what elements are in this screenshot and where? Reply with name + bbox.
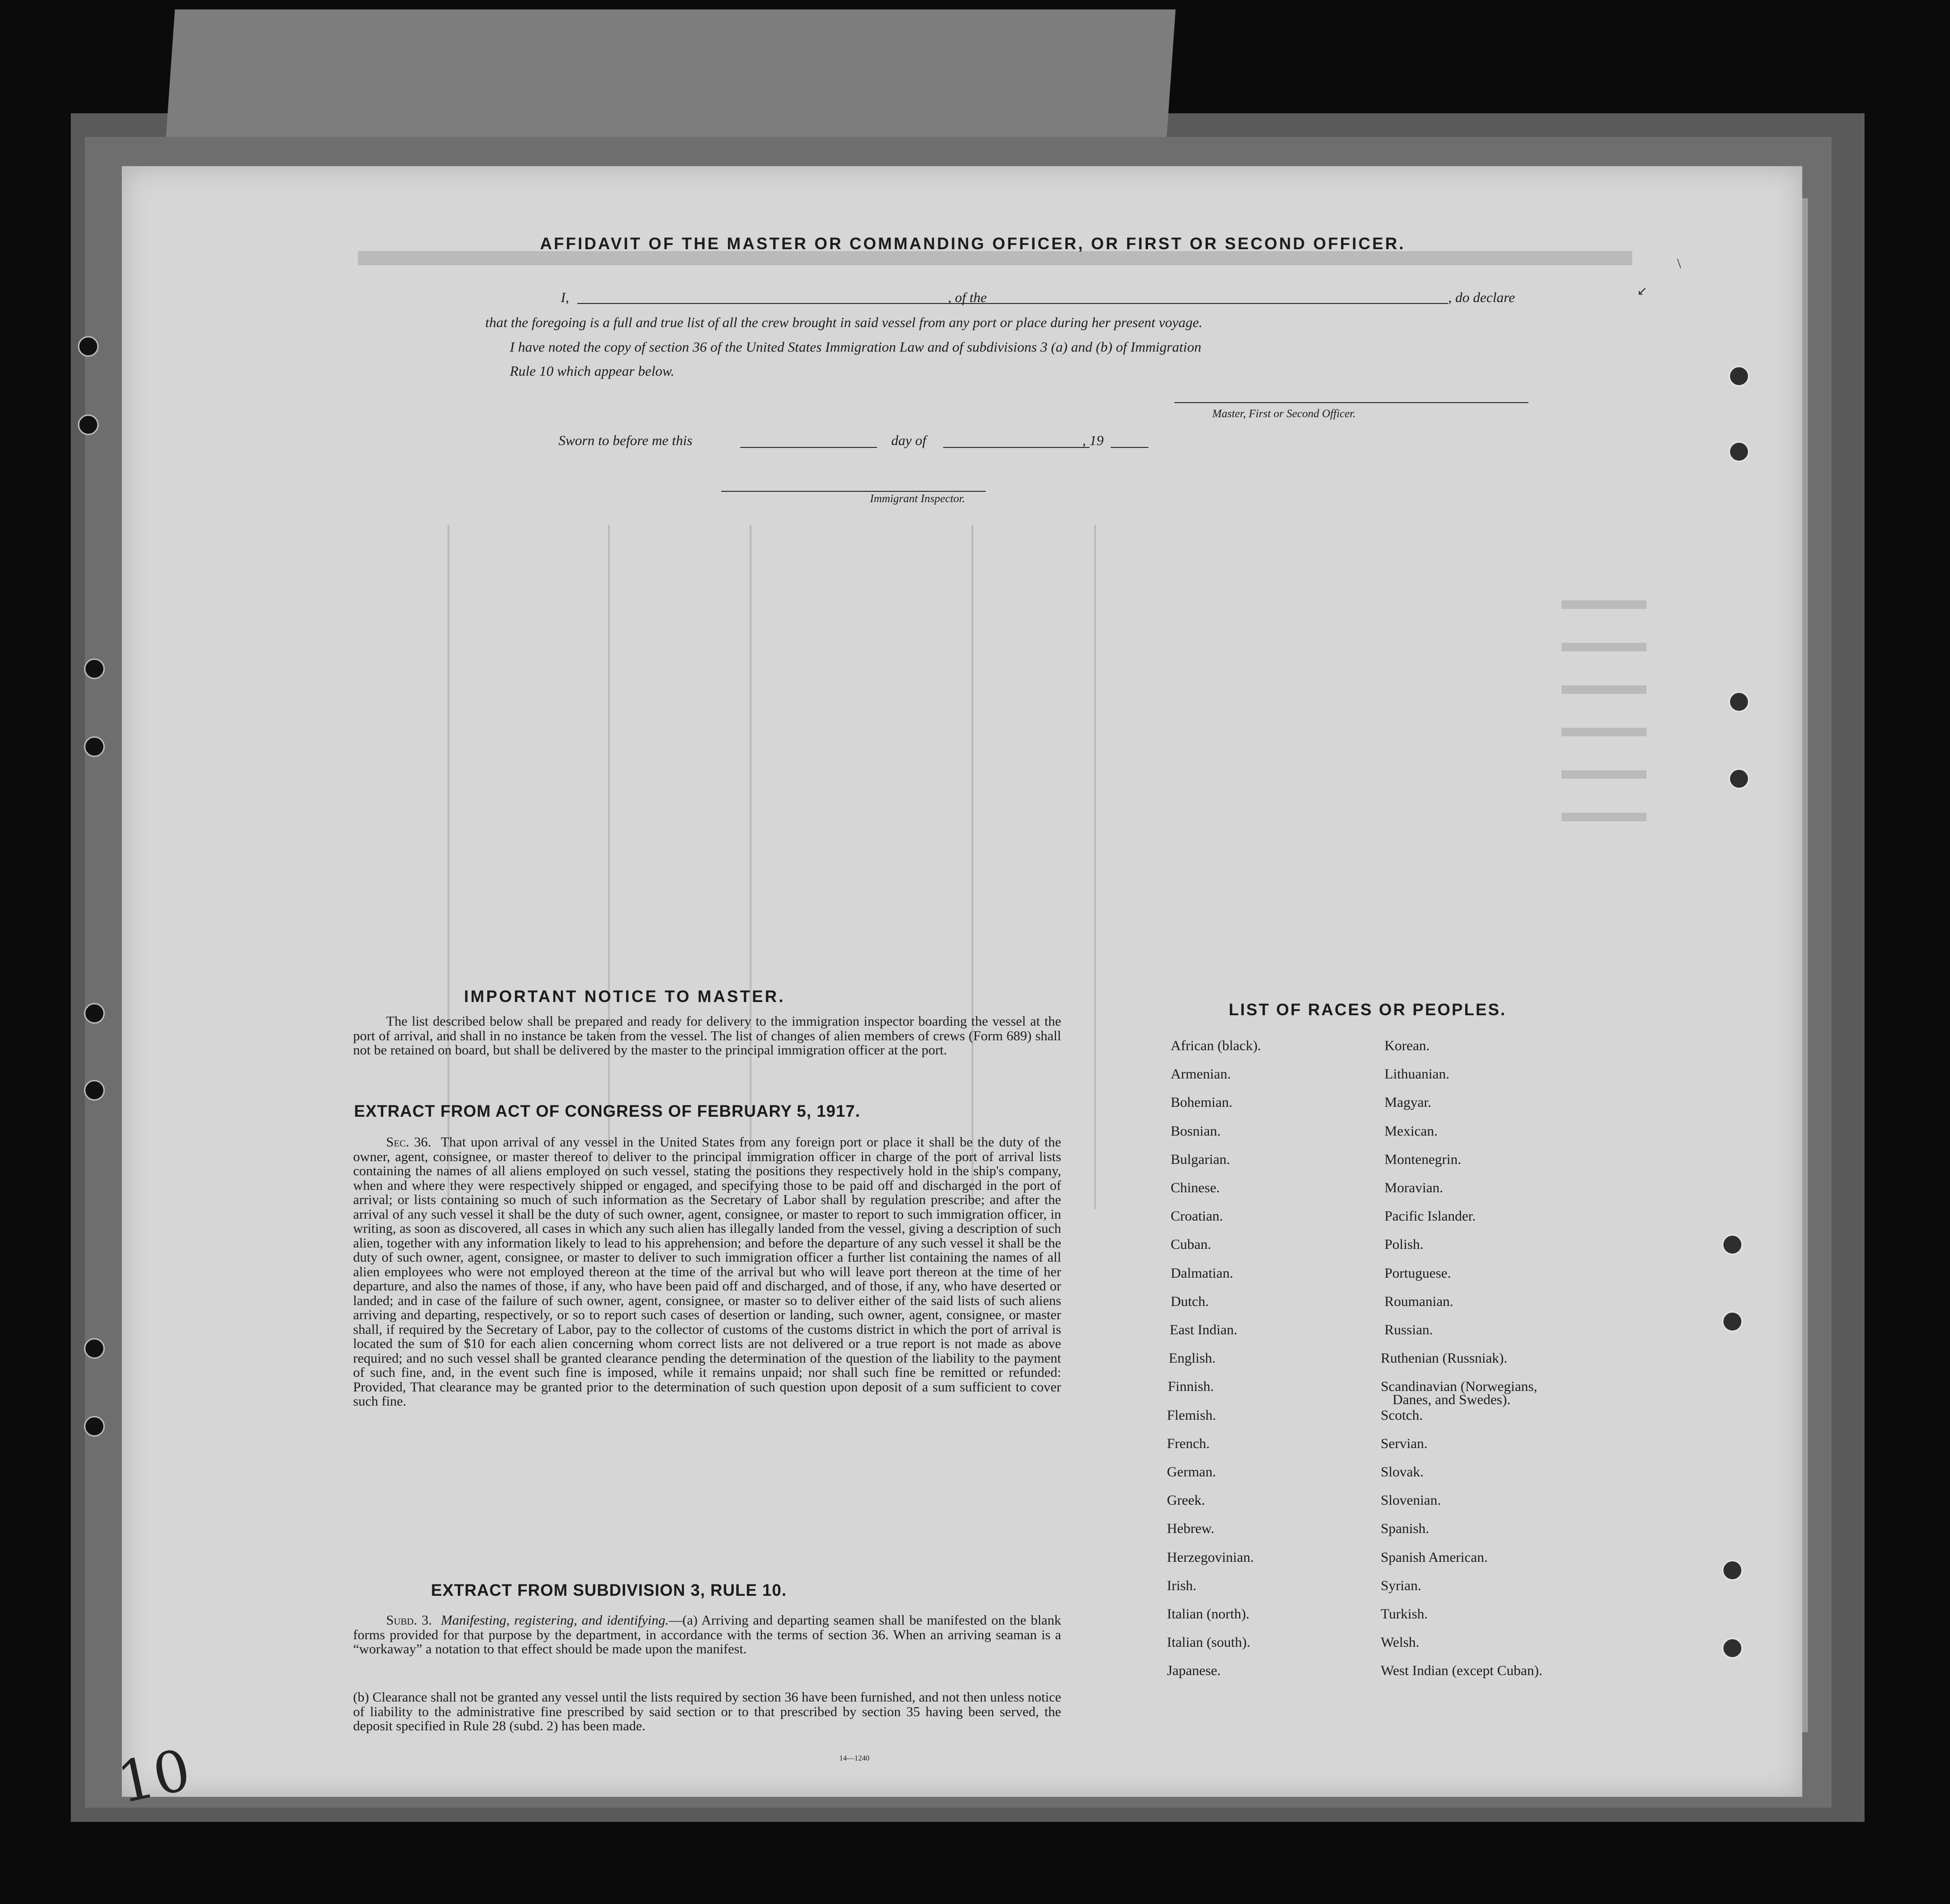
rule-extract-subd-a [353, 1613, 1061, 1657]
punch-hole [1729, 441, 1749, 462]
race-item: French. [1167, 1435, 1210, 1451]
race-item: Italian (south). [1167, 1634, 1250, 1651]
inspector-label: Immigrant Inspector. [870, 493, 965, 505]
punch-hole [1722, 1311, 1743, 1332]
master-signature-line[interactable] [1174, 402, 1528, 403]
bleed-through-text [1562, 770, 1646, 779]
race-item: Bohemian. [1171, 1095, 1232, 1111]
notice-title: IMPORTANT NOTICE TO MASTER. [464, 987, 785, 1006]
manifest-page [122, 166, 1802, 1797]
bleed-through-text [1562, 813, 1646, 821]
race-item: Russian. [1384, 1322, 1433, 1338]
race-item: Flemish. [1167, 1407, 1216, 1423]
bleed-through-text [1562, 600, 1646, 609]
punch-hole [78, 414, 99, 435]
punch-hole [1722, 1638, 1743, 1659]
punch-hole [84, 1416, 105, 1437]
race-item: Servian. [1381, 1435, 1428, 1451]
race-item: Korean. [1384, 1038, 1430, 1053]
sworn-year-line[interactable] [1111, 447, 1148, 448]
day-of-label: day of [891, 433, 927, 448]
punch-hole [1729, 768, 1749, 789]
form-number: 14—1240 [839, 1754, 869, 1762]
vessel-name-line[interactable] [1014, 303, 1448, 304]
race-item: East Indian. [1170, 1322, 1238, 1338]
race-item: Dalmatian. [1171, 1265, 1233, 1281]
affidavit-i-label: I, [561, 290, 569, 305]
act-extract-title: EXTRACT FROM ACT OF CONGRESS OF FEBRUARY 5, 1917. [354, 1102, 861, 1120]
affidavit-of-the-label: , of the [948, 290, 987, 305]
race-item: Ruthenian (Russniak). [1381, 1350, 1508, 1366]
races-title: LIST OF RACES OR PEOPLES. [1229, 1001, 1507, 1019]
race-item: Moravian. [1384, 1180, 1444, 1196]
rule-extract-title: EXTRACT FROM SUBDIVISION 3, RULE 10. [431, 1581, 787, 1600]
affidavit-title: AFFIDAVIT OF THE MASTER OR COMMANDING OFFICER, OR FIRST OR SECOND OFFICER. [540, 235, 1406, 253]
sworn-month-line[interactable] [943, 447, 1089, 448]
race-item: Bulgarian. [1171, 1151, 1230, 1167]
race-item: Dutch. [1171, 1293, 1209, 1309]
race-item: Lithuanian. [1384, 1066, 1450, 1082]
race-item: Welsh. [1381, 1634, 1419, 1651]
race-item: Slovenian. [1381, 1492, 1441, 1508]
race-item: Danes, and Swedes). [1393, 1392, 1511, 1408]
race-item: Chinese. [1171, 1180, 1220, 1196]
race-item: Roumanian. [1384, 1293, 1453, 1309]
race-item: Portuguese. [1384, 1265, 1451, 1281]
race-item: Scandinavian (Norwegians, [1381, 1379, 1537, 1395]
sworn-day-line[interactable] [740, 447, 877, 448]
bleed-through-rule [1094, 525, 1096, 1209]
act-extract-section [353, 1135, 1061, 1409]
inspector-signature-line[interactable] [721, 491, 986, 492]
race-item: West Indian (except Cuban). [1381, 1663, 1543, 1679]
punch-hole [1722, 1234, 1743, 1255]
section-36-label: Sec. 36. [386, 1135, 431, 1150]
race-item: Japanese. [1167, 1663, 1221, 1679]
race-item: Slovak. [1381, 1464, 1424, 1480]
affidavit-declare-label: , do declare [1448, 290, 1515, 305]
race-item: Italian (north). [1167, 1606, 1249, 1622]
race-item: Polish. [1384, 1237, 1424, 1253]
punch-hole [1722, 1560, 1743, 1581]
race-item: Spanish. [1381, 1521, 1429, 1537]
bleed-through-text [1562, 643, 1646, 651]
race-item: Montenegrin. [1384, 1151, 1461, 1167]
race-item: Spanish American. [1381, 1549, 1488, 1565]
punch-hole [84, 1338, 105, 1359]
master-signature-label: Master, First or Second Officer. [1212, 408, 1356, 420]
race-item: Finnish. [1168, 1379, 1214, 1395]
year-label: , 19 [1082, 433, 1104, 448]
race-item: Mexican. [1384, 1123, 1438, 1139]
race-item: Irish. [1167, 1577, 1197, 1593]
subd-3-label: Subd. 3. [386, 1613, 432, 1628]
officer-name-line[interactable] [577, 303, 1073, 304]
folded-paper-flap [165, 9, 1176, 151]
punch-hole [84, 1080, 105, 1101]
subd-3-heading: Manifesting, registering, and identifying. [440, 1613, 669, 1628]
race-item: Greek. [1167, 1492, 1205, 1508]
margin-tick: ↙ [1637, 284, 1647, 298]
race-item: Bosnian. [1171, 1123, 1221, 1139]
race-item: German. [1167, 1464, 1216, 1480]
affidavit-line-2: that the foregoing is a full and true list of all the crew brought in said vessel from any port or place during her present voyage. [485, 315, 1203, 330]
affidavit-line-3: I have noted the copy of section 36 of the United States Immigration Law and of subdivisions 3 (a) and (b) of Immigration [510, 339, 1201, 355]
race-item: Magyar. [1384, 1095, 1432, 1111]
punch-hole [84, 658, 105, 679]
rule-text-b: (b) Clearance shall not be granted any vessel until the lists required by section 36 have been furnished, and not then unless notice of liability to the administrative fine prescribed by said section or to that prescribed by section 35 having been served, the deposit specified in Rule 28 (subd. 2) has been made. [353, 1690, 1061, 1734]
race-item: Croatian. [1171, 1208, 1223, 1224]
punch-hole [84, 736, 105, 757]
bleed-through-text [1562, 685, 1646, 694]
race-item: Cuban. [1171, 1237, 1211, 1253]
race-item: African (black). [1171, 1038, 1261, 1053]
bleed-through-rule [971, 525, 973, 1209]
notice-text: The list described below shall be prepared and ready for delivery to the immigration inspector boarding the vessel at the port of arrival, and shall in no instance be taken from the vessel. The list of changes of alien members of crews (Form 689) shall not be retained on board, but shall be delivered by the master to the principal immigration officer at the port. [353, 1014, 1061, 1058]
race-item: Turkish. [1381, 1606, 1428, 1622]
rule-text-a: —(a) Arriving and departing seamen shall be manifested on the blank forms provided for that purpose by the department, in accordance with the terms of section 36. When an arriving seaman is a “workaway” a notation to that effect should be made upon the manifest. [353, 1613, 1062, 1657]
margin-tick: \ [1677, 256, 1681, 271]
race-item: English. [1169, 1350, 1216, 1366]
race-item: Syrian. [1381, 1577, 1421, 1593]
punch-hole [78, 336, 99, 357]
affidavit-line-4: Rule 10 which appear below. [510, 363, 675, 379]
punch-hole [1729, 691, 1749, 712]
act-extract-text: That upon arrival of any vessel in the United States from any foreign port or place it shall be the duty of the owner, agent, consignee, or master thereof to deliver to the principal immigration officer in charge of the port of arrival lists containing the names of all aliens employed on such vessel, stating the positions they respectively hold in the ship's company, when and where they were respectively shipped or engaged, and specifying those to be paid off and discharged in the port of arrival; or lists containing so much of such information as the Secretary of Labor shall by regulation prescribe; and after the arrival of any such vessel it shall be the duty of such owner, agent, consignee, or master to report to such immigration officer, in writing, as soon as discovered, all cases in which any such alien has illegally landed from the vessel, giving a description of such alien, together with any information likely to lead to his apprehension; and before the departure of any such vessel it shall be the duty of such owner, agent, consignee, or master to deliver to such immigration officer a further list containing the names of all alien employees who were not employed thereon at the time of the arrival but who will leave port thereon at the time of her departure, and also the names of those, if any, who have been paid off and discharged, and of those, if any, who have deserted or landed; and in case of the failure of such owner, agent, consignee, or master so to deliver either of the said lists of such aliens arriving and departing, respectively, or so to report such cases of desertion or landing, such owner, agent, consignee, or master shall, if required by the Secretary of Labor, pay to the collector of customs of the customs district in which the port of arrival is located the sum of $10 for each alien concerning whom correct lists are not delivered or a true report is not made as above required; and no such vessel shall be granted clearance pending the determination of the question of the liability to the payment of such fine, and, in the event such fine is imposed, while it remains unpaid; nor shall such fine be remitted or refunded: Provided, That clearance may be granted prior to the determination of such question upon deposit of a sum sufficient to cover such fine. [353, 1135, 1062, 1409]
punch-hole [84, 1003, 105, 1024]
handwritten-margin-mark: 10 [112, 1737, 196, 1817]
punch-hole [1729, 366, 1749, 387]
race-item: Armenian. [1171, 1066, 1231, 1082]
race-item: Scotch. [1381, 1407, 1423, 1423]
race-item: Hebrew. [1167, 1521, 1215, 1537]
sworn-label: Sworn to before me this [558, 433, 692, 448]
race-item: Pacific Islander. [1384, 1208, 1476, 1224]
bleed-through-text [1562, 728, 1646, 736]
race-item: Herzegovinian. [1167, 1549, 1254, 1565]
